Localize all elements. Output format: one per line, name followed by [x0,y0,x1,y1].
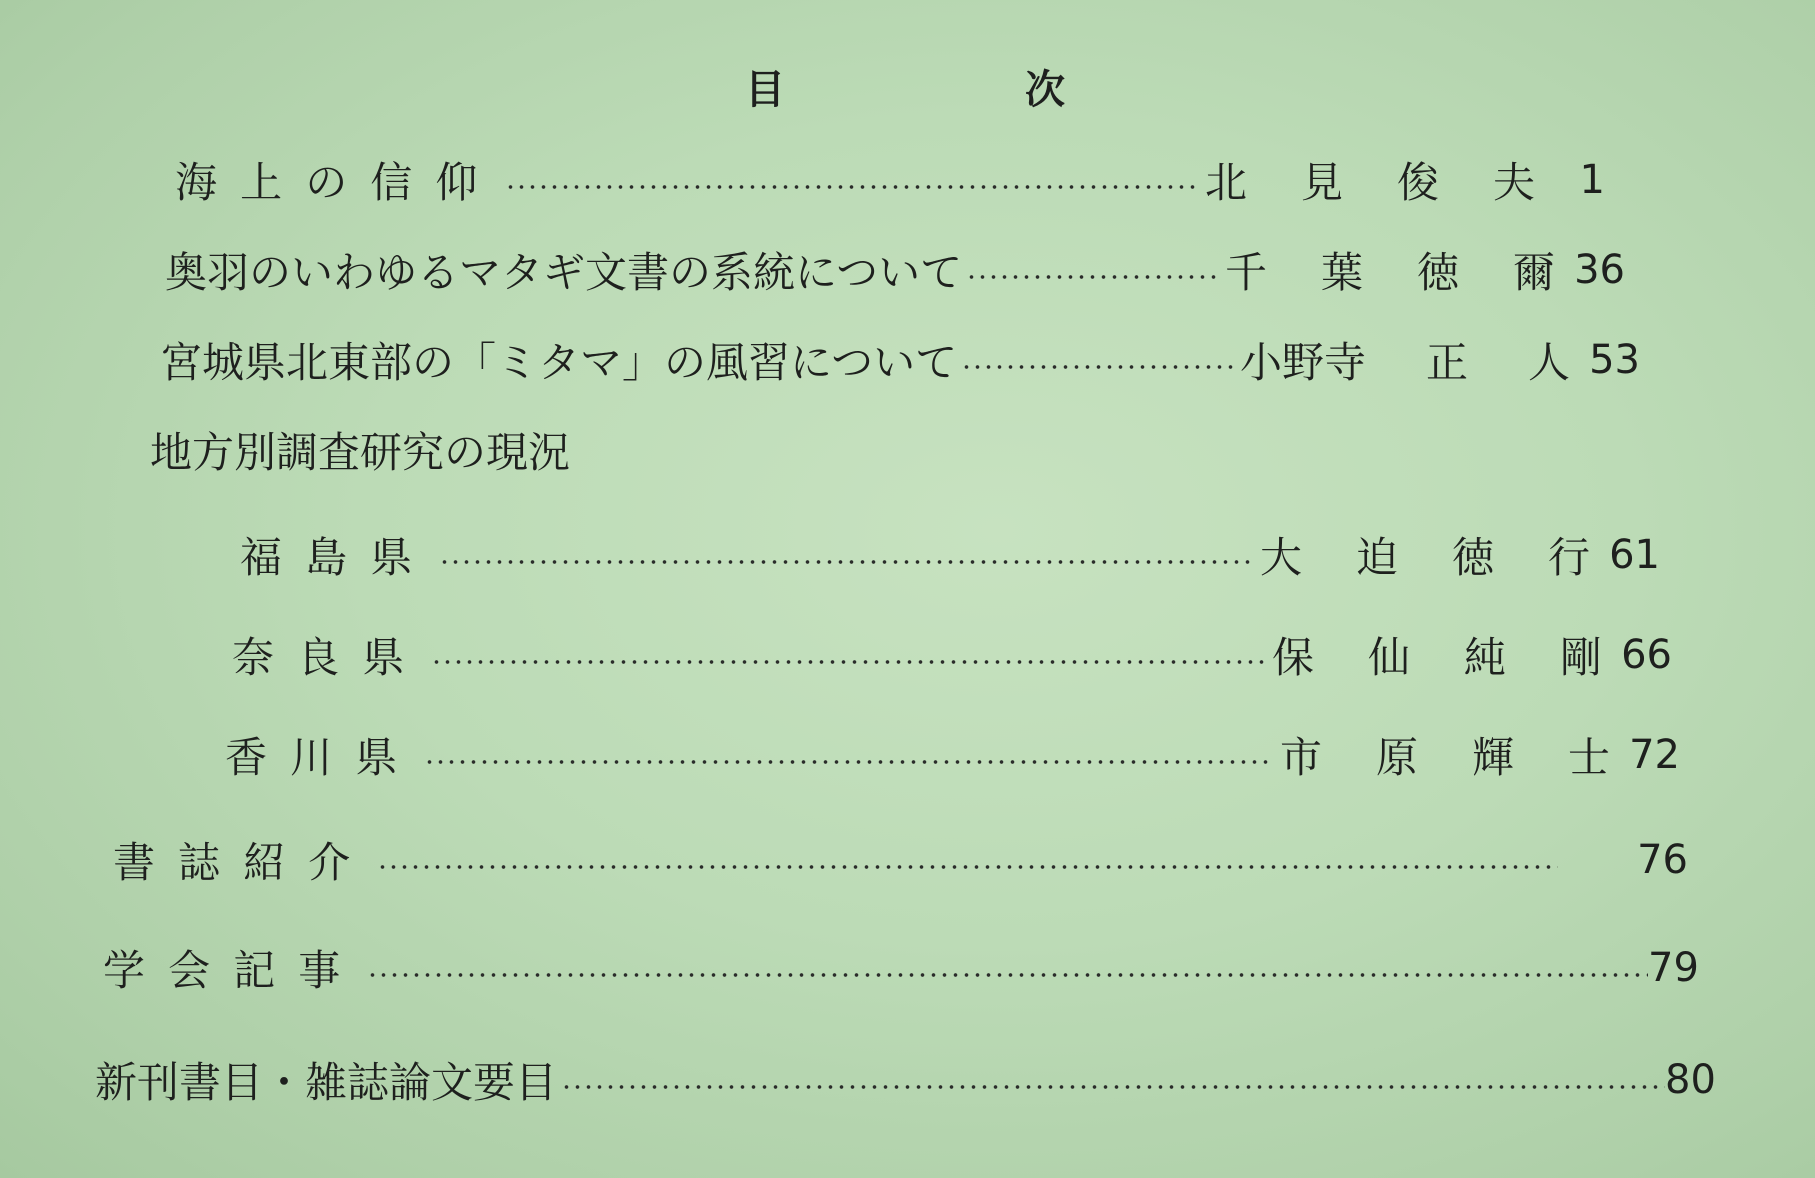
author-name-part: 徳 [1451,533,1494,582]
title-char-2: 次 [1025,67,1065,113]
dot-leader [961,364,1234,370]
dot-leader [966,274,1219,280]
page-title [745,58,1065,115]
entry-page: 61 [1609,532,1660,578]
author-name-part: 千 [1225,248,1268,297]
entry-title: 海上の信仰 [175,158,501,207]
entry-author [1205,150,1535,210]
dot-leader [561,1084,1665,1090]
author-name-part: 正 [1425,338,1468,387]
author-name-part: 小野寺 [1240,338,1367,387]
author-name-part: 市 [1280,733,1323,782]
author-name-part: 葉 [1320,248,1363,297]
author-name-part: 行 [1547,533,1590,582]
entry-title: 学会記事 [103,946,364,995]
title-char-1: 目 [745,67,785,113]
dot-leader [431,659,1266,665]
toc-entry [113,830,1688,890]
dot-leader [439,559,1254,565]
author-name-part: 原 [1375,733,1418,782]
dot-leader [505,184,1199,190]
author-name-part: 輝 [1471,733,1514,782]
entry-page: 79 [1648,945,1699,991]
toc-entry [160,330,1640,390]
entry-author [1280,725,1610,785]
author-name-part: 人 [1527,338,1570,387]
author-name-part: 純 [1463,633,1506,682]
toc-entry [103,938,1698,998]
entry-page: 1 [1579,157,1605,203]
entry-page: 76 [1637,837,1688,883]
entry-author [1272,625,1602,685]
author-name-part: 剛 [1559,633,1602,682]
entry-title: 香川県 [225,733,421,782]
toc-entry [225,725,1680,785]
author-name-part: 徳 [1416,248,1459,297]
entry-page: 72 [1629,732,1680,778]
entry-page: 36 [1574,247,1625,293]
author-name-part: 見 [1300,158,1343,207]
author-name-part: 迫 [1355,533,1398,582]
entry-author [1260,525,1590,585]
author-name-part: 士 [1567,733,1610,782]
author-name-part: 俊 [1396,158,1439,207]
entry-page: 66 [1621,632,1672,678]
entry-title: 宮城県北東部の「ミタマ」の風習について [160,338,958,387]
author-name-part: 仙 [1367,633,1410,682]
toc-entry [232,625,1672,685]
toc-entry [95,1050,1715,1110]
dot-leader [377,864,1558,870]
entry-page: 53 [1589,337,1640,383]
entry-title: 福島県 [240,533,436,582]
author-name-part: 北 [1205,158,1248,207]
author-name-part: 爾 [1512,248,1555,297]
entry-author [1240,330,1570,390]
entry-title: 奥羽のいわゆるマタギ文書の系統について [165,248,963,297]
toc-entry [165,240,1625,300]
section-heading: 地方別調査研究の現況 [150,428,571,477]
dot-leader [367,972,1648,978]
entry-title: 奈良県 [232,633,428,682]
author-name-part: 大 [1260,533,1303,582]
entry-author [1225,240,1555,300]
author-name-part: 夫 [1492,158,1535,207]
entry-title: 書誌紹介 [113,838,374,887]
author-name-part: 保 [1272,633,1315,682]
toc-entry [175,150,1605,210]
entry-title: 新刊書目・雑誌論文要目 [95,1058,558,1107]
toc-entry [240,525,1660,585]
dot-leader [424,759,1274,765]
entry-page: 80 [1665,1057,1716,1103]
